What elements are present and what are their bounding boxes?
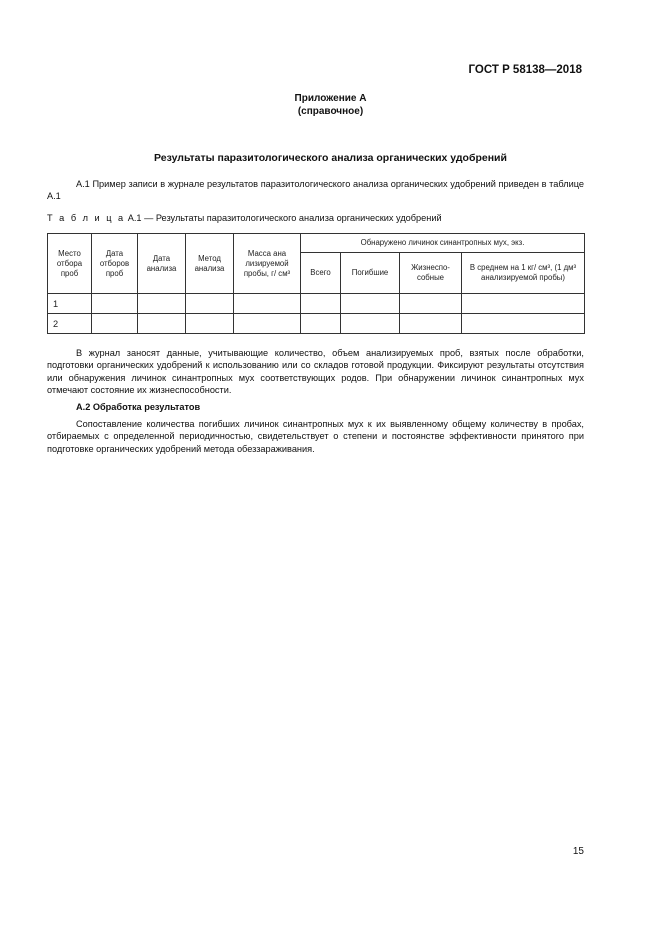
results-table: [47, 233, 585, 334]
appendix-subtitle: (справочное): [297, 106, 364, 117]
col-header-mass: Масса ана лизируемой пробы, г/ см³: [234, 234, 301, 294]
col-header-place: Место отбора проб: [48, 234, 92, 294]
paragraph-processing: [47, 418, 584, 455]
col-header-date-sample: Дата отборов проб: [92, 234, 138, 294]
table-row: [48, 314, 585, 334]
row-number: 1: [48, 294, 92, 314]
col-header-alive: Жизнеспо-собные: [400, 253, 462, 294]
table-caption: [47, 213, 442, 223]
document-code: ГОСТ Р 58138—2018: [468, 64, 582, 76]
paragraph-processing-text: Сопоставление количества погибших личинок синантропных мух к их выявленному общему количеству в пробах, отбираемых с определенной периодичностью, свидетельствует о степени и постоянстве эффективности принятого при подготовке органических удобрений метода обеззараживания.: [47, 419, 584, 454]
table-caption-prefix: Т а б л и ц а: [47, 213, 126, 223]
page-number: 15: [572, 846, 584, 857]
subsection-heading: А.2 Обработка результатов: [76, 402, 201, 412]
col-header-dead: Погибшие: [341, 253, 400, 294]
col-header-group: Обнаружено личинок синантропных мух, экз.: [301, 234, 585, 253]
paragraph-journal: [47, 347, 584, 397]
paragraph-journal-text: В журнал заносят данные, учитывающие количество, объем анализируемых проб, взятых после обработки, подготовки органических удобрений к использованию или со складов готовой продукции. Фиксируют результаты отсутствия или обнаружения личинок синантропных мух соответствующих родов. При обнаружении личинок синантропных мух отмечают состояние их жизнеспособности.: [47, 348, 584, 396]
appendix-heading: [0, 92, 661, 118]
appendix-title: Приложение А: [294, 93, 367, 104]
paragraph-intro: [47, 178, 584, 203]
col-header-method: Метод анализа: [186, 234, 234, 294]
section-title: Результаты паразитологического анализа органических удобрений: [154, 152, 507, 164]
col-header-date-analysis: Дата анализа: [138, 234, 186, 294]
col-header-total: Всего: [301, 253, 341, 294]
row-number: 2: [48, 314, 92, 334]
table-row: [48, 294, 585, 314]
table-caption-text: А.1 — Результаты паразитологического анализа органических удобрений: [127, 213, 442, 223]
paragraph-intro-text: А.1 Пример записи в журнале результатов паразитологического анализа органических удобрений приведен в таблице А.1: [47, 179, 584, 202]
col-header-average: В среднем на 1 кг/ см³, (1 дм³ анализируемой пробы): [462, 253, 585, 294]
